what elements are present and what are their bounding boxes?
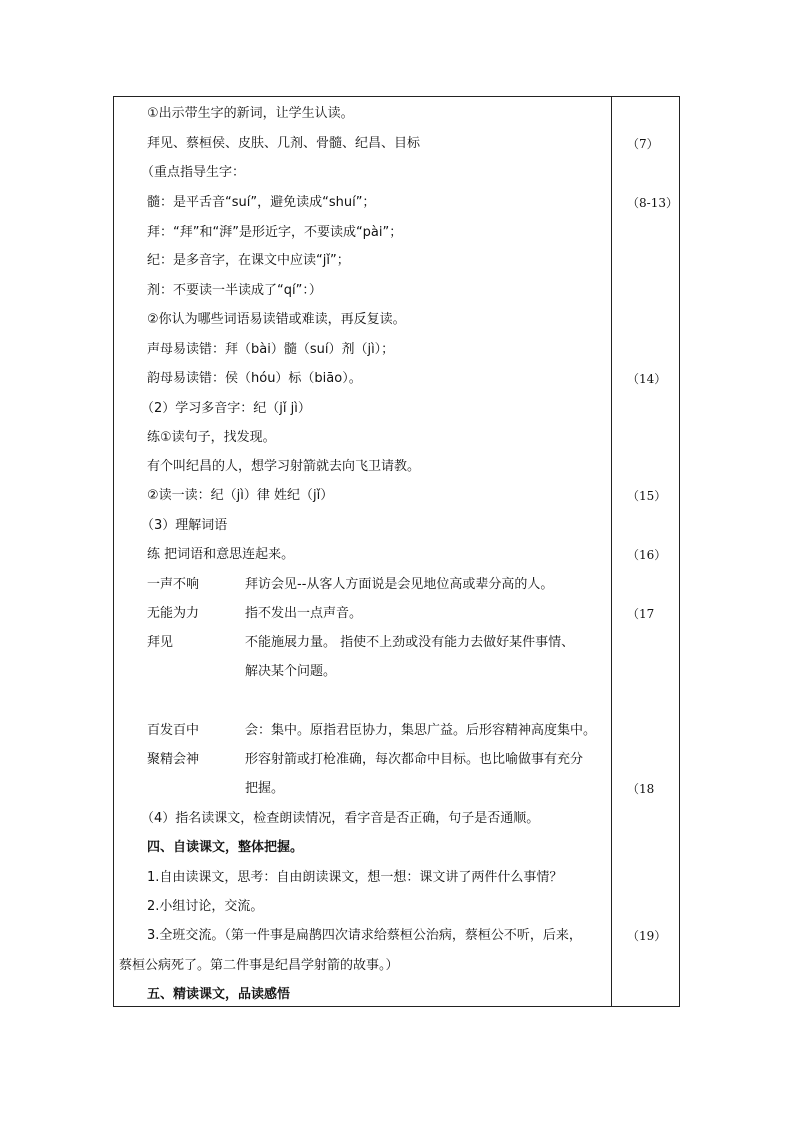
matching-definition: 不能施展力量。 指使不上劲或没有能力去做好某件事情、 — [245, 635, 575, 650]
text-line: （4）指名读课文，检查朗读情况，看字音是否正确，句子是否通顺。 — [141, 811, 540, 826]
step-number: （15） — [627, 489, 667, 503]
matching-term: 百发百中 — [147, 723, 200, 738]
matching-term: 拜见 — [147, 635, 174, 650]
text-line: 声母易读错：拜（bài）髓（suí）剂（jì）； — [147, 342, 395, 357]
text-line: ①出示带生字的新词，让学生认读。 — [147, 106, 354, 121]
matching-definition: 拜访会见--从客人方面说是会见地位高或辈分高的人。 — [245, 577, 554, 592]
section-heading: 五、精读课文，品读感悟 — [147, 987, 291, 1002]
matching-definition: 解决某个问题。 — [245, 664, 337, 679]
text-line: 纪：是多音字，在课文中应读“jǐ”； — [147, 253, 350, 268]
text-line: 2.小组讨论，交流。 — [147, 899, 264, 914]
text-line: 1.自由读课文，思考：自由朗读课文，想一想：课文讲了两件什么事情？ — [147, 870, 563, 885]
step-number: （19） — [627, 929, 667, 943]
matching-definition: 会：集中。原指君臣协力，集思广益。后形容精神高度集中。 — [245, 723, 597, 738]
step-number: （18 — [627, 782, 655, 796]
step-number: （16） — [627, 548, 667, 562]
matching-definition: 把握。 — [245, 781, 285, 796]
text-line: 蔡桓公病死了。第二件事是纪昌学射箭的故事。） — [119, 958, 399, 973]
matching-definition: 指不发出一点声音。 — [245, 606, 363, 621]
matching-term: 一声不响 — [147, 577, 200, 592]
step-number: （17 — [627, 607, 655, 621]
text-line: 练 把词语和意思连起来。 — [147, 547, 295, 562]
step-number: （7） — [627, 137, 659, 151]
text-line: （3）理解词语 — [141, 518, 228, 533]
text-line: 拜：“拜”和“湃”是形近字，不要读成“pài”； — [147, 225, 403, 240]
text-line: 3.全班交流。（第一件事是扁鹊四次请求给蔡桓公治病，蔡桓公不听，后来， — [147, 928, 582, 943]
text-line: （重点指导生字： — [141, 165, 246, 180]
step-number: （8-13） — [627, 196, 678, 210]
text-line: 有个叫纪昌的人，想学习射箭就去向飞卫请教。 — [147, 459, 421, 474]
text-line: 髓：是平舌音“suí”，避免读成“shuí”； — [147, 195, 376, 210]
text-line: ②读一读：纪（jì）律 姓纪（jǐ） — [147, 488, 334, 503]
text-line: 剂：不要读一半读成了“qí”：） — [147, 283, 322, 298]
section-heading: 四、自读课文，整体把握。 — [147, 840, 304, 855]
text-line: 拜见、蔡桓侯、皮肤、几剂、骨髓、纪昌、目标 — [147, 136, 421, 151]
column-divider — [611, 96, 612, 1007]
text-line: 练①读句子，找发现。 — [147, 430, 276, 445]
text-line: （2）学习多音字：纪（jǐ jì） — [141, 401, 311, 416]
matching-definition: 形容射箭或打枪准确，每次都命中目标。也比喻做事有充分 — [245, 752, 584, 767]
matching-term: 聚精会神 — [147, 752, 200, 767]
matching-term: 无能为力 — [147, 606, 200, 621]
text-line: ②你认为哪些词语易读错或难读，再反复读。 — [147, 312, 406, 327]
step-number: （14） — [627, 372, 667, 386]
text-line: 韵母易读错：侯（hóu）标（biāo）。 — [147, 371, 362, 386]
